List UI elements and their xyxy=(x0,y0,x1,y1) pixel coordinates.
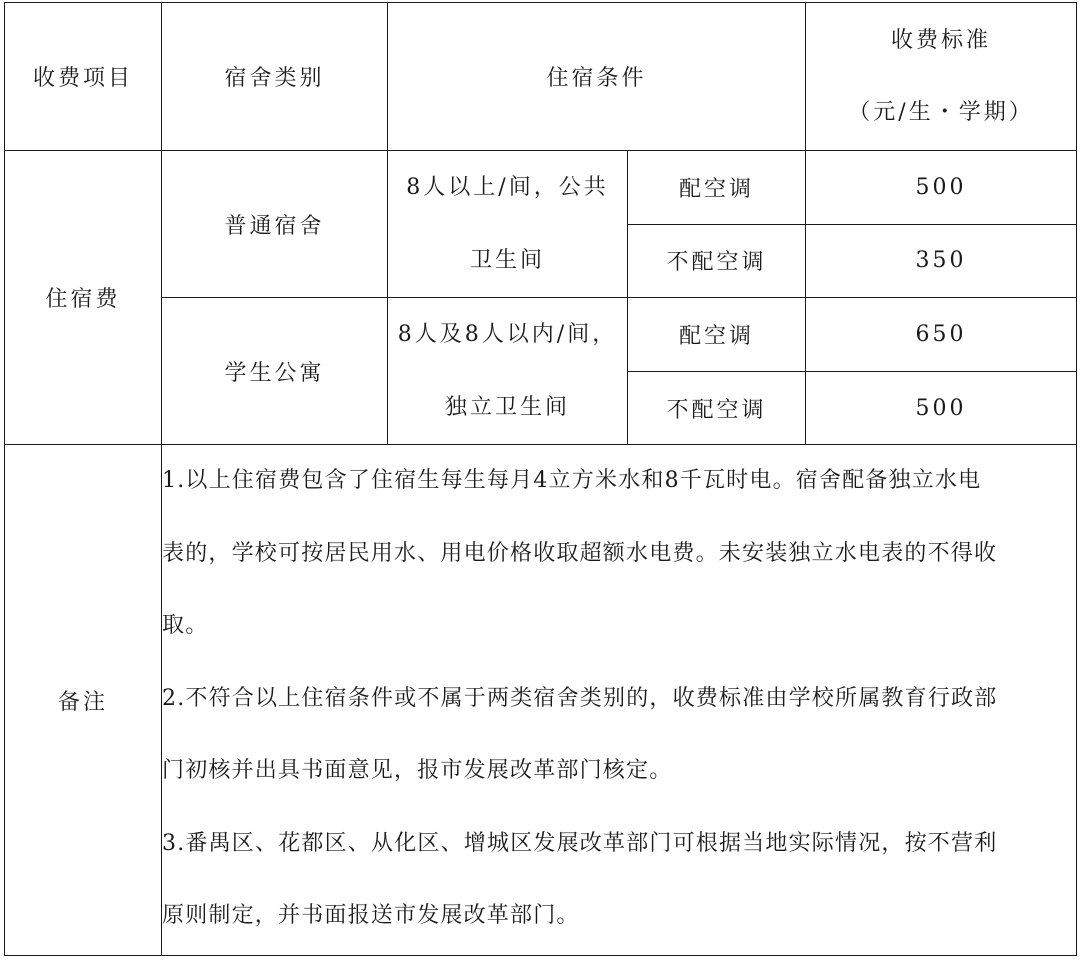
condition-line: 8人以上/间，公共 xyxy=(406,175,609,200)
category-cell: 学生公寓 xyxy=(162,298,388,445)
note-line: 原则制定，并书面报送市发展改革部门。 xyxy=(162,903,580,928)
condition-cell xyxy=(388,298,628,445)
table-row xyxy=(5,151,1077,225)
header-standard-line1: 收费标准 xyxy=(891,27,992,53)
header-standard-line2: （元/生・学期） xyxy=(848,99,1034,125)
notes-content xyxy=(162,445,1077,956)
price-cell: 500 xyxy=(806,151,1077,225)
notes-row xyxy=(5,445,1077,956)
header-condition: 住宿条件 xyxy=(388,3,806,151)
condition-line: 卫生间 xyxy=(469,248,545,273)
note-line: 1.以上住宿费包含了住宿生每生每月4立方米水和8千瓦时电。宿舍配备独立水电 xyxy=(162,468,982,493)
note-line: 取。 xyxy=(162,613,209,638)
note-line: 门初核并出具书面意见，报市发展改革部门核定。 xyxy=(162,758,673,783)
category-cell: 普通宿舍 xyxy=(162,151,388,298)
fee-item-cell: 住宿费 xyxy=(5,151,162,445)
ac-cell: 配空调 xyxy=(628,298,806,372)
header-standard xyxy=(806,3,1077,151)
ac-cell: 配空调 xyxy=(628,151,806,225)
table-row xyxy=(5,298,1077,372)
header-item: 收费项目 xyxy=(5,3,162,151)
header-row xyxy=(5,3,1077,151)
note-line: 3.番禺区、花都区、从化区、增城区发展改革部门可根据当地实际情况，按不营利 xyxy=(162,830,998,856)
note-line: 2.不符合以上住宿条件或不属于两类宿舍类别的，收费标准由学校所属教育行政部 xyxy=(162,685,998,711)
ac-cell: 不配空调 xyxy=(628,372,806,445)
price-cell: 350 xyxy=(806,224,1077,298)
header-category: 宿舍类别 xyxy=(162,3,388,151)
price-cell: 650 xyxy=(806,298,1077,372)
condition-cell xyxy=(388,151,628,298)
note-line: 表的，学校可按居民用水、用电价格收取超额水电费。未安装独立水电表的不得收 xyxy=(162,540,998,566)
condition-line: 8人及8人以内/间， xyxy=(397,322,618,347)
ac-cell: 不配空调 xyxy=(628,224,806,298)
notes-label: 备注 xyxy=(5,445,162,956)
price-cell: 500 xyxy=(806,372,1077,445)
condition-line: 独立卫生间 xyxy=(444,395,570,420)
fee-standard-table xyxy=(4,2,1077,956)
